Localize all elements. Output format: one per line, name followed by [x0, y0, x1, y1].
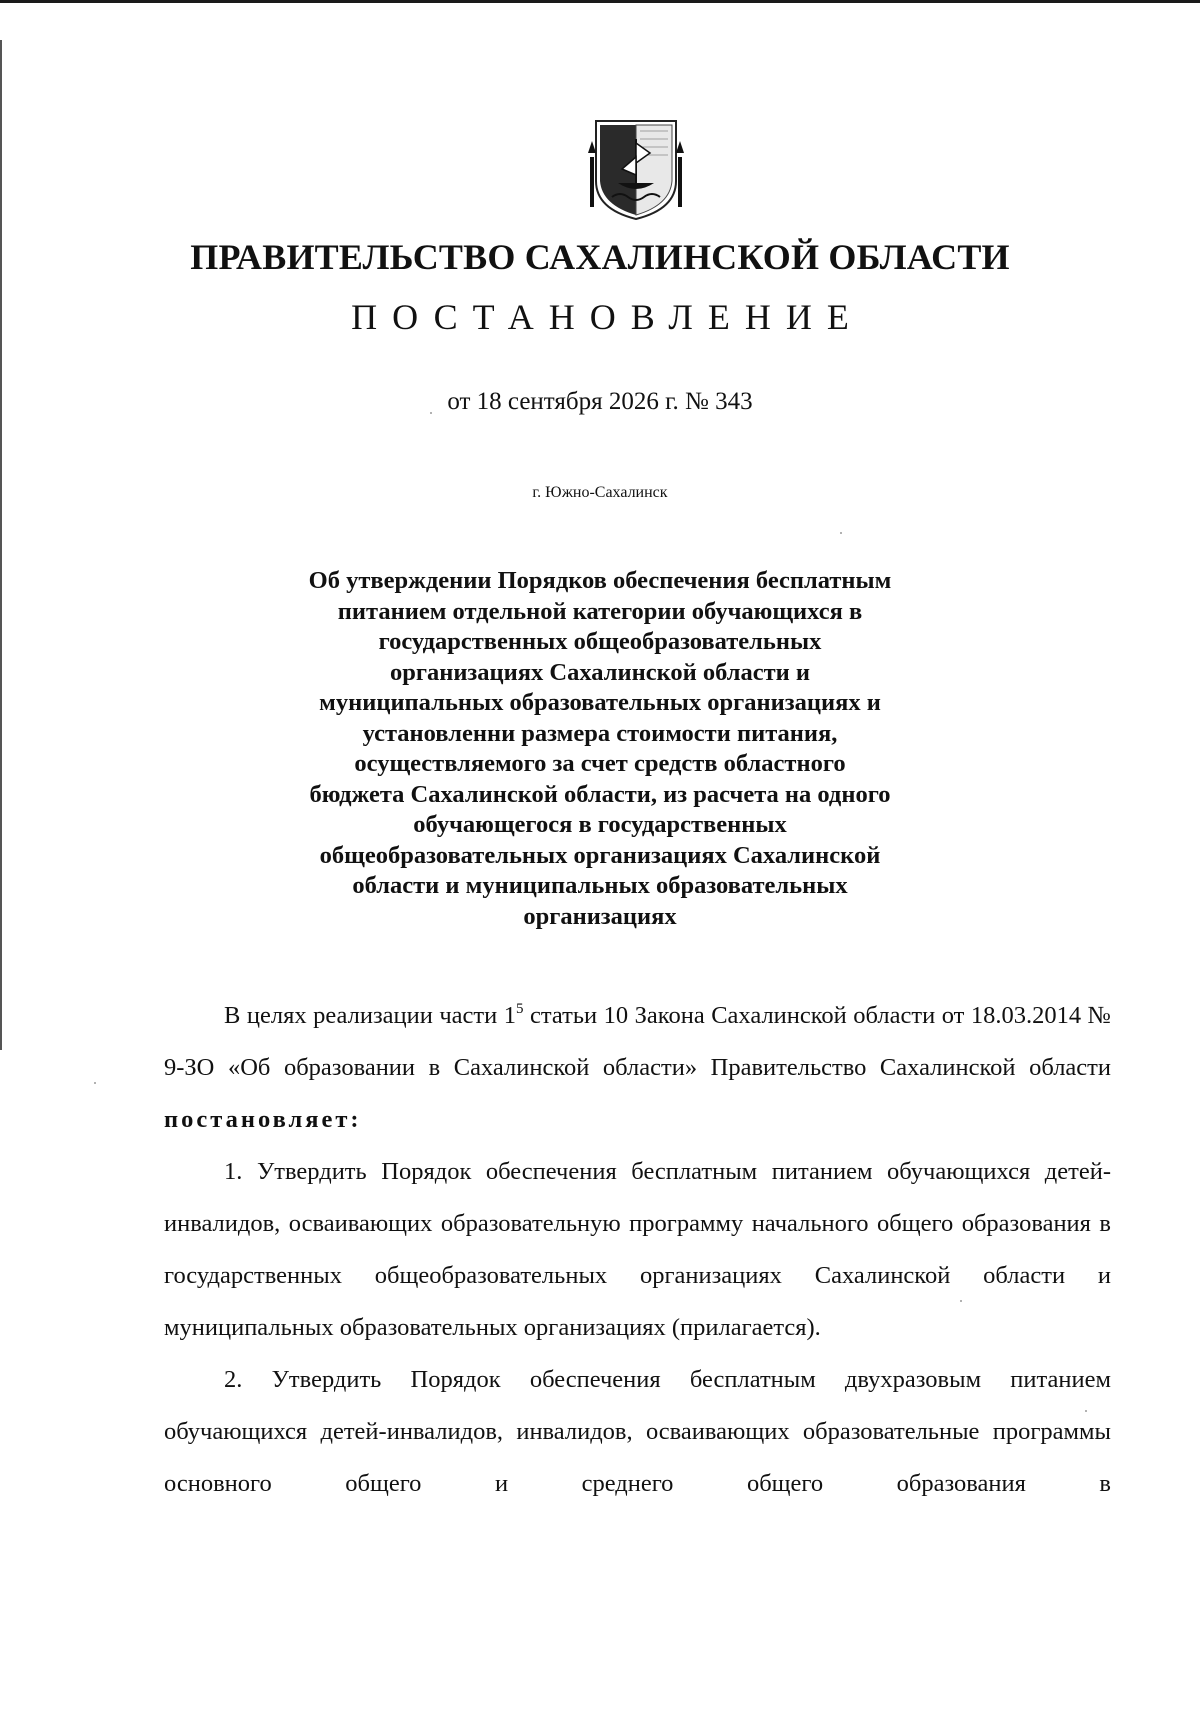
preamble-text-start: В целях реализации части 1: [224, 1002, 516, 1029]
subject-line: организациях: [523, 902, 677, 930]
item-1-paragraph: 1. Утвердить Порядок обеспечения бесплатным питанием обучающихся детей-инвалидов, осваивающих образовательную программу начального общего образования в государственных общеобразовательных организациях Сахалинской области и муниципальных образовательных организациях (прилагается).: [164, 1158, 1111, 1341]
scan-edge-top: [0, 0, 1200, 3]
subject-line: питанием отдельной категории обучающихся в: [337, 597, 863, 625]
document-subject: [280, 566, 920, 932]
subject-line: Об утверждении Порядков обеспечения бесплатным: [308, 567, 892, 594]
subject-line: организациях Сахалинской области и: [389, 658, 811, 686]
coat-of-arms-icon: [588, 117, 684, 221]
preamble-paragraph: [164, 990, 1111, 1146]
scan-speck: [1085, 1410, 1087, 1412]
government-title: ПРАВИТЕЛЬСТВО САХАЛИНСКОЙ ОБЛАСТИ: [190, 237, 1010, 277]
scan-speck: [840, 532, 842, 534]
scan-speck: [94, 1082, 96, 1084]
scan-speck: [430, 412, 432, 414]
resolves-word: постановляет:: [164, 1106, 362, 1133]
subject-line: общеобразовательных организациях Сахалинской: [319, 841, 881, 869]
subject-line: бюджета Сахалинской области, из расчета на одного: [309, 780, 891, 808]
subject-line: государственных общеобразовательных: [378, 628, 822, 655]
preamble-text-end: статьи 10 Закона Сахалинской области от 18.03.2014 № 9-ЗО «Об образовании в Сахалинской области» Правительство Сахалинской области: [164, 1002, 1111, 1081]
item-2-paragraph: 2. Утвердить Порядок обеспечения бесплатным двухразовым питанием обучающихся детей-инвалидов, инвалидов, осваивающих образовательные программы основного общего и среднего общего образования в: [164, 1366, 1111, 1497]
subject-line: осуществляемого за счет средств областного: [354, 750, 846, 777]
scan-speck: [960, 1300, 962, 1302]
document-place: г. Южно-Сахалинск: [532, 484, 668, 501]
scan-edge-left: [0, 40, 2, 1050]
document-date-number: от 18 сентября 2026 г. № 343: [447, 388, 753, 415]
subject-line: области и муниципальных образовательных: [352, 872, 848, 899]
document-type: ПОСТАНОВЛЕНИЕ: [351, 297, 864, 337]
part-superscript: 5: [516, 1001, 524, 1017]
subject-line: обучающегося в государственных: [413, 811, 787, 838]
subject-line: муниципальных образовательных организациях и: [319, 689, 881, 716]
subject-line: установленни размера стоимости питания,: [362, 719, 838, 747]
document-body: [164, 990, 1111, 1510]
